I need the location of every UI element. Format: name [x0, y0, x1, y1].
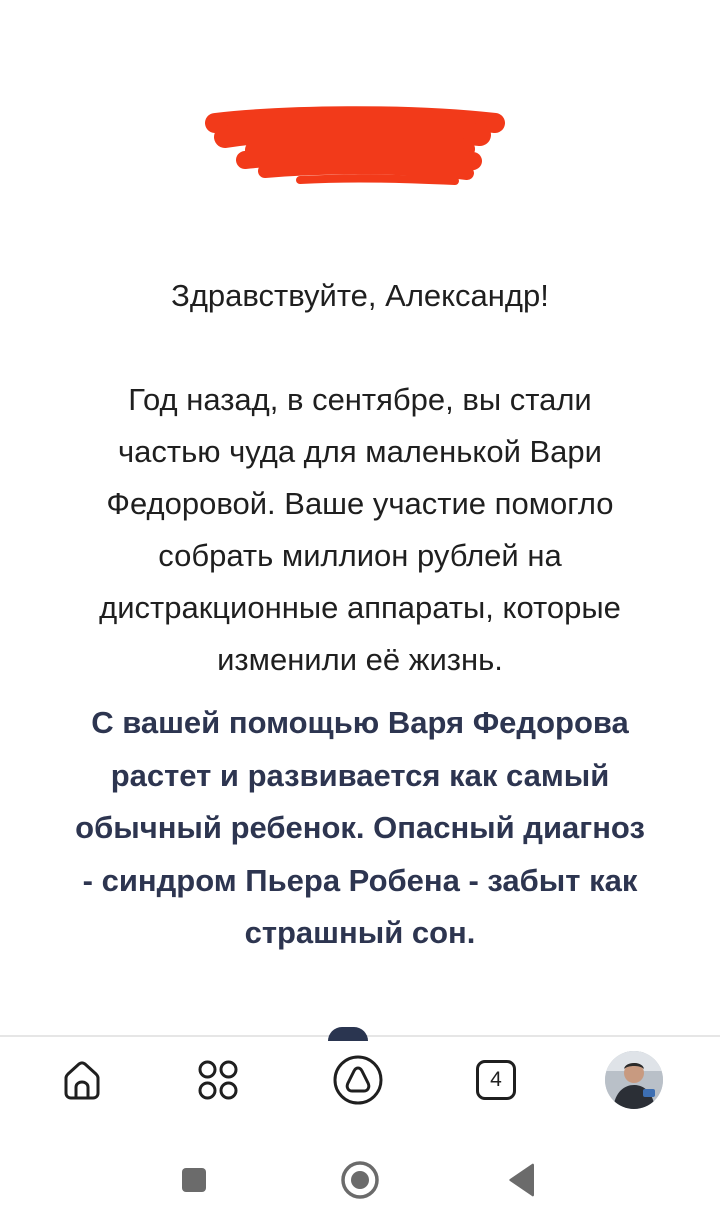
- tabs-icon: [476, 1060, 516, 1100]
- paragraph-line: частью чуда для маленькой Вари: [118, 434, 602, 469]
- nav-home-button[interactable]: [52, 1050, 112, 1110]
- home-icon: [58, 1056, 106, 1104]
- highlight-line: обычный ребенок. Опасный диагноз: [75, 810, 645, 845]
- tabs-count: 4: [490, 1068, 502, 1091]
- highlight-paragraph: [40, 697, 680, 960]
- paragraph-line: дистракционные аппараты, которые: [99, 590, 621, 625]
- services-grid-icon: [194, 1056, 242, 1104]
- highlight-line: растет и развивается как самый: [110, 757, 610, 793]
- greeting: Здравствуйте, Александр!: [171, 278, 549, 313]
- paragraph-line: собрать миллион рублей на: [158, 538, 562, 573]
- alice-assistant-icon: [330, 1052, 386, 1108]
- recents-icon: [178, 1164, 210, 1196]
- scroll-indicator: [328, 1027, 368, 1041]
- highlight-line: - синдром Пьера Робена - забыт как: [82, 862, 638, 898]
- nav-services-button[interactable]: [188, 1050, 248, 1110]
- nav-alice-button[interactable]: [328, 1050, 388, 1110]
- redaction-scribble: [205, 95, 505, 195]
- system-home-button[interactable]: [338, 1158, 382, 1202]
- avatar: [605, 1051, 663, 1109]
- nav-profile-button[interactable]: [604, 1050, 664, 1110]
- back-triangle-icon: [504, 1162, 540, 1198]
- highlight-line: страшный сон.: [244, 915, 476, 950]
- highlight-line: С вашей помощью Варя Федорова: [91, 705, 629, 740]
- recents-button[interactable]: [172, 1158, 216, 1202]
- paragraph-line: изменили её жизнь.: [217, 642, 503, 677]
- nav-tabs-button[interactable]: [466, 1050, 526, 1110]
- back-button[interactable]: [500, 1158, 544, 1202]
- message-paragraph: [50, 374, 670, 686]
- paragraph-line: Федоровой. Ваше участие помогло: [106, 486, 614, 521]
- paragraph-line: Год назад, в сентябре, вы стали: [128, 382, 592, 417]
- home-circle-icon: [340, 1160, 380, 1200]
